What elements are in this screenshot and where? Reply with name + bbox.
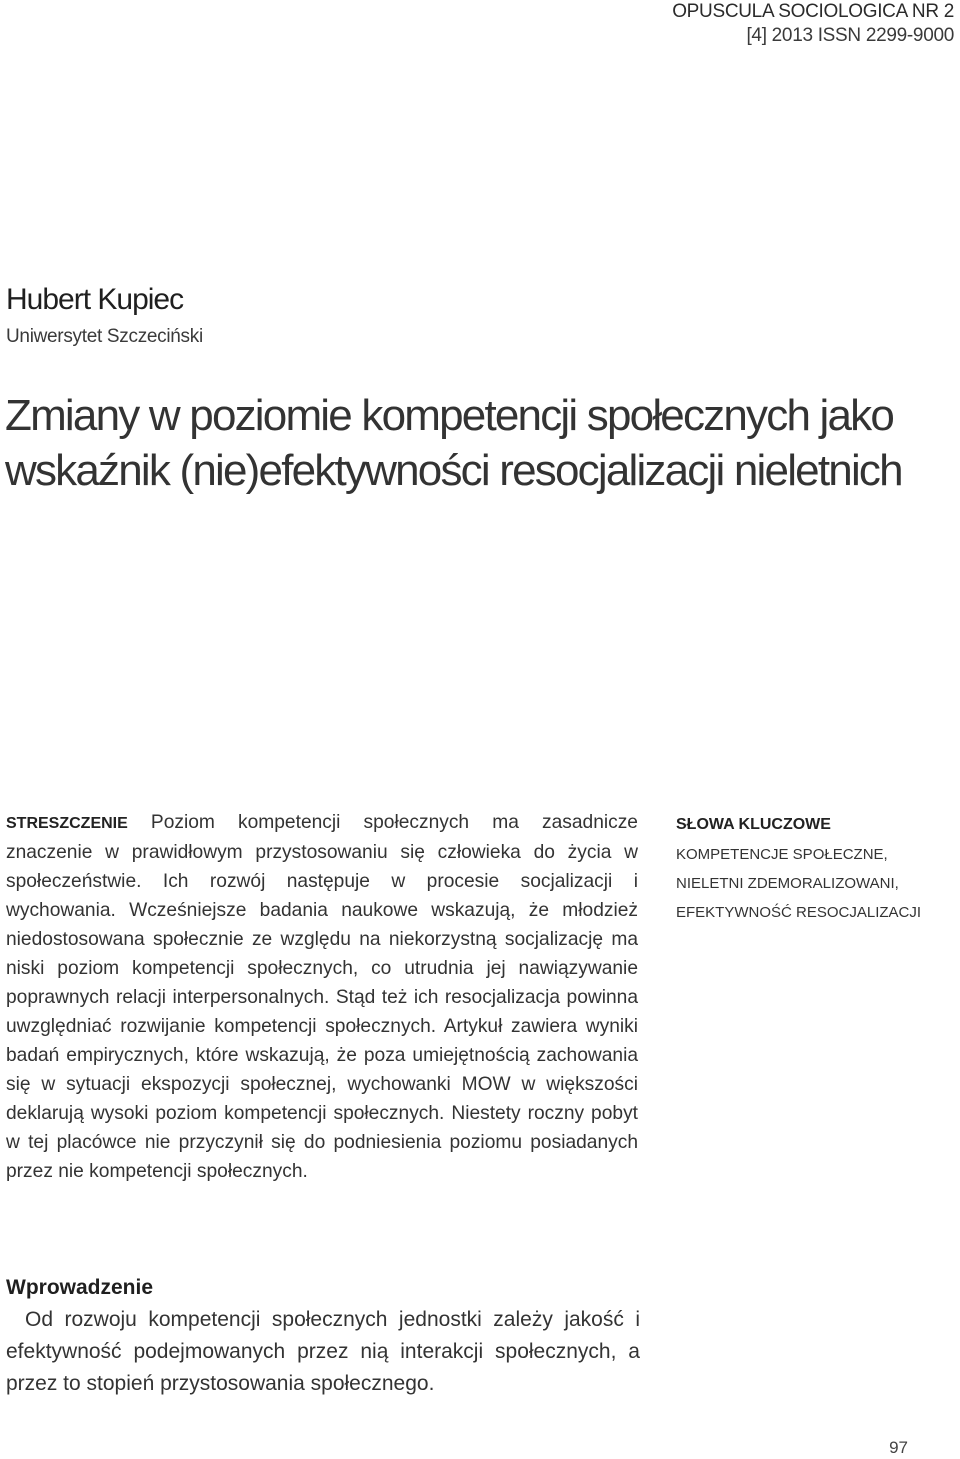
introduction-text: Od rozwoju kompetencji społecznych jednostki zależy jakość i efektywność podejmowanych przez nią interakcji społecznych, a przez to stopień przystosowania społecznego. [6,1308,640,1395]
abstract-text: Poziom kompetencji społecznych ma zasadnicze znaczenie w prawidłowym przystosowaniu się człowieka do życia w społeczeństwie. Ich rozwój następuje w procesie socjalizacji i wychowania. Wcześniejsze badania naukowe wskazują, że młodzież niedostosowana społecznie ze względu na niekorzystną socjalizację ma niski poziom kompetencji społecznych, co utrudnia jej nawiązywanie poprawnych relacji interpersonalnych. Stąd też ich resocjalizacja powinna uwzględniać rozwijanie kompetencji społecznych. Artykuł zawiera wyniki badań empirycznych, które wskazują, że poza umiejętnością zachowania się w sytuacji ekspozycji społecznej, wychowanki MOW w większości deklarują wysoki poziom kompetencji społecznych. Niestety roczny pobyt w tej placówce nie przyczynił się do podniesienia poziomu posiadanych przez nie kompetencji społecznych. [6,812,638,1182]
keywords-label: SŁOWA KLUCZOWE [676,816,831,833]
journal-issue: [4] 2013 ISSN 2299-9000 [746,25,954,46]
journal-header [672,0,954,48]
page-number: 97 [889,1438,908,1457]
journal-name: OPUSCULA SOCIOLOGICA NR 2 [672,1,954,22]
article-title: Zmiany w poziomie kompetencji społecznych jako wskaźnik (nie)efektywności resocjalizacji nieletnich [5,391,902,495]
keywords-block [676,814,926,927]
author-name: Hubert Kupiec [6,283,184,316]
author-affiliation: Uniwersytet Szczeciński [6,326,203,347]
introduction-section [6,1274,640,1400]
introduction-heading: Wprowadzenie [6,1276,154,1299]
abstract [6,808,638,1186]
abstract-label: STRESZCZENIE [6,815,128,832]
author-block [6,282,203,350]
keywords-text: KOMPETENCJE SPOŁECZNE, NIELETNI ZDEMORALIZOWANI, EFEKTYWNOŚĆ RESOCJALIZACJI [676,846,922,921]
